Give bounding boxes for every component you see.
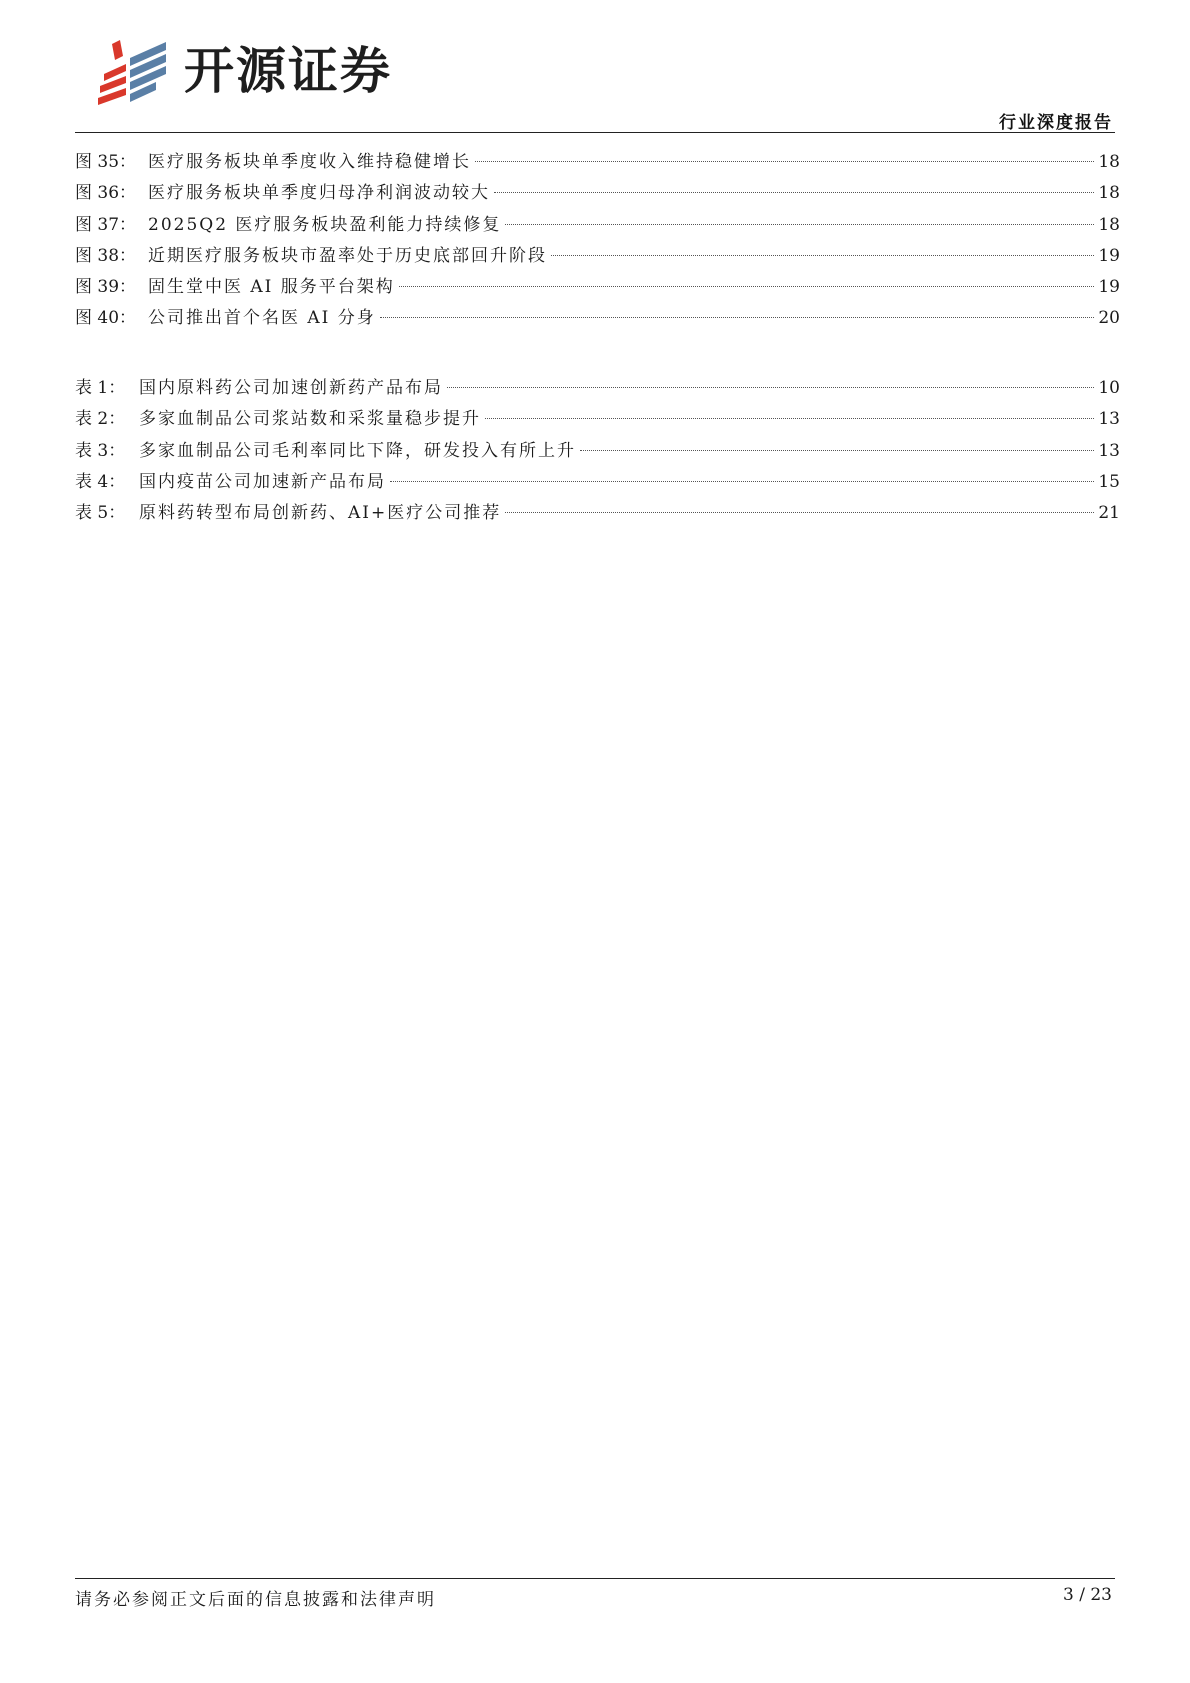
toc-entry-title: 多家血制品公司浆站数和采浆量稳步提升 <box>139 409 481 430</box>
figure-list <box>75 147 1120 335</box>
toc-entry-page: 18 <box>1098 183 1120 204</box>
toc-leader-dots <box>551 255 1094 256</box>
toc-entry-number: 图 38： <box>75 245 137 266</box>
toc-entry[interactable] <box>75 404 1120 435</box>
toc-entry[interactable] <box>75 498 1120 529</box>
toc-entry-page: 18 <box>1098 214 1120 235</box>
toc-entry-title: 近期医疗服务板块市盈率处于历史底部回升阶段 <box>148 245 547 266</box>
toc-entry[interactable] <box>75 373 1120 404</box>
toc-entry-number: 图 37： <box>75 214 137 235</box>
toc-entry-page: 19 <box>1098 245 1120 266</box>
toc-entry-number: 图 36： <box>75 183 137 204</box>
table-list <box>75 373 1120 529</box>
toc-entry-page: 18 <box>1098 152 1120 172</box>
toc-entry-title: 国内原料药公司加速创新药产品布局 <box>139 378 443 398</box>
toc-entry[interactable] <box>75 241 1120 272</box>
toc-leader-dots <box>390 481 1094 482</box>
toc-entry[interactable] <box>75 147 1120 178</box>
toc-entry-page: 20 <box>1098 308 1120 329</box>
toc-entry-number: 图 39： <box>75 277 137 298</box>
toc-leader-dots <box>447 387 1094 388</box>
toc-entry-page: 15 <box>1098 471 1120 492</box>
toc-leader-dots <box>475 161 1094 162</box>
toc-entry-title: 2025Q2 医疗服务板块盈利能力持续修复 <box>148 214 502 235</box>
toc-leader-dots <box>380 317 1095 318</box>
toc-leader-dots <box>485 418 1094 419</box>
toc-entry-number: 表 1： <box>75 378 126 398</box>
company-logo <box>96 36 392 106</box>
toc-leader-dots <box>399 286 1095 287</box>
toc-entry[interactable] <box>75 467 1120 498</box>
report-type-label: 行业深度报告 <box>999 113 1113 133</box>
toc-entry-title: 固生堂中医 AI 服务平台架构 <box>148 277 395 298</box>
toc-entry-title: 国内疫苗公司加速新产品布局 <box>139 471 386 492</box>
toc-entry-title: 多家血制品公司毛利率同比下降，研发投入有所上升 <box>139 440 576 461</box>
toc-entry-page: 19 <box>1098 277 1120 298</box>
toc-entry-number: 图 40： <box>75 308 137 329</box>
toc-leader-dots <box>505 224 1094 225</box>
toc-entry-title: 医疗服务板块单季度归母净利润波动较大 <box>148 183 490 204</box>
toc-entry-page: 21 <box>1098 503 1120 524</box>
toc-leader-dots <box>505 512 1094 513</box>
toc-entry-number: 表 3： <box>75 440 126 461</box>
toc-entry[interactable] <box>75 436 1120 467</box>
logo-text: 开源证券 <box>184 42 392 100</box>
toc-leader-dots <box>580 450 1094 451</box>
toc-entry[interactable] <box>75 178 1120 209</box>
footer-disclaimer: 请务必参阅正文后面的信息披露和法律声明 <box>75 1590 436 1610</box>
logo-mark-icon <box>96 36 170 106</box>
toc-leader-dots <box>494 192 1094 193</box>
toc-entry-number: 表 5： <box>75 503 126 524</box>
toc-entry[interactable] <box>75 303 1120 334</box>
footer-divider <box>75 1578 1115 1579</box>
toc-entry[interactable] <box>75 272 1120 303</box>
toc-entry-title: 原料药转型布局创新药、AI+医疗公司推荐 <box>139 503 502 524</box>
toc-entry-title: 医疗服务板块单季度收入维持稳健增长 <box>148 152 471 172</box>
page-number: 3 / 23 <box>1063 1585 1112 1605</box>
toc-entry-title: 公司推出首个名医 AI 分身 <box>148 308 376 329</box>
toc-entry-page: 13 <box>1098 409 1120 430</box>
toc-entry-number: 表 4： <box>75 471 126 492</box>
toc-entry-page: 13 <box>1098 440 1120 461</box>
toc-entry-number: 表 2： <box>75 409 126 430</box>
header-divider <box>75 132 1115 133</box>
toc-entry-number: 图 35： <box>75 152 137 172</box>
toc-entry-page: 10 <box>1098 378 1120 398</box>
toc-entry[interactable] <box>75 210 1120 241</box>
